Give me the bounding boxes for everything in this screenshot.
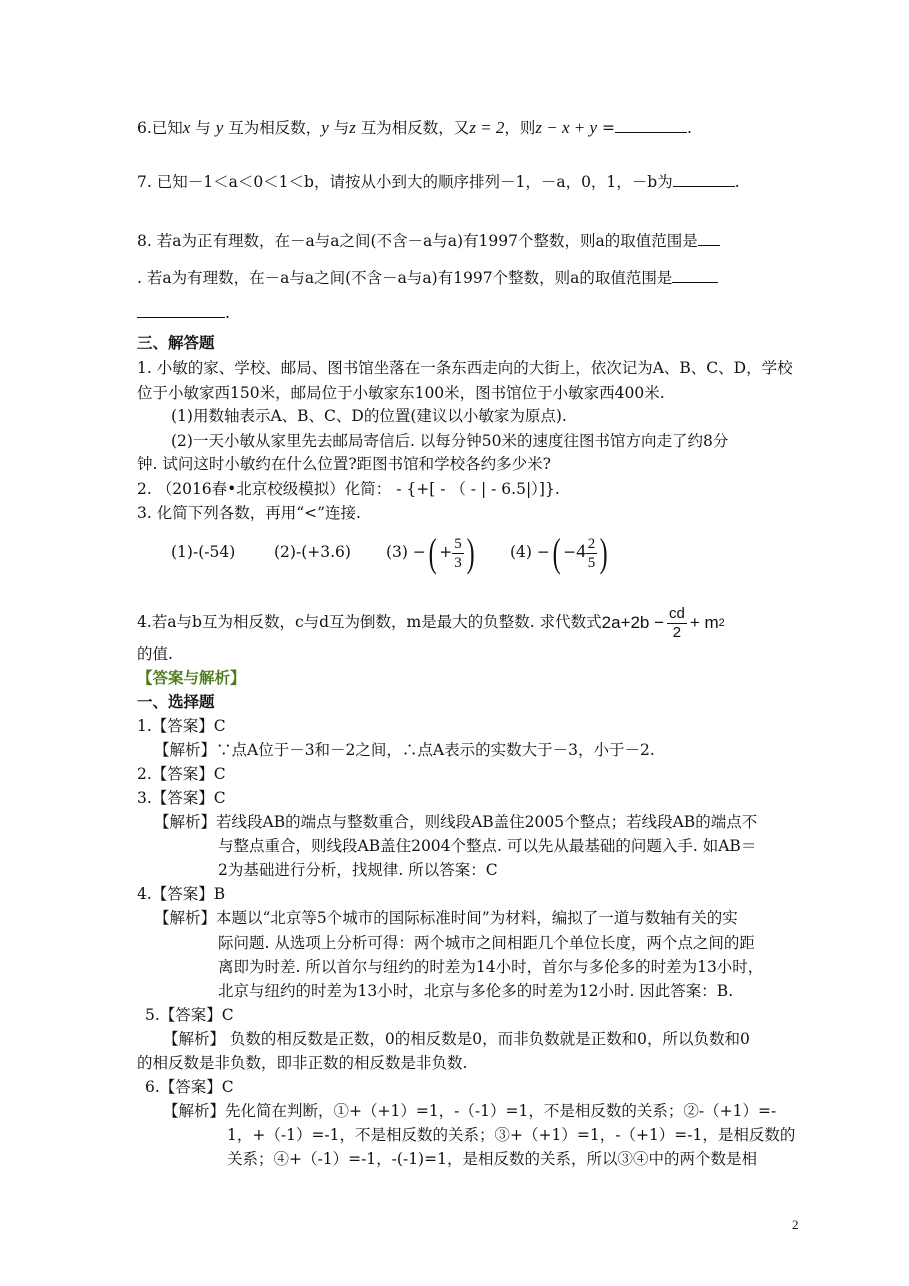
q6-z-equation: z = 2 bbox=[469, 118, 505, 137]
plus-sign: + bbox=[439, 543, 453, 561]
right-paren-3: ) bbox=[466, 530, 475, 575]
q7-end: . bbox=[734, 173, 740, 191]
s3-q1-line-1: 1. 小敏的家、学校、邮局、图书馆坐落在一条东西走向的大街上，依次记为A、B、C、D，学校 bbox=[137, 359, 793, 377]
explanation-6-line-2: 1，+（-1）=-1，不是相反数的关系；③+（+1）=1，-（+1）=-1，是相反数的 bbox=[227, 1126, 796, 1144]
explanation-4-line-2: 际问题. 从选项上分析可得：两个城市之间相距几个单位长度，两个点之间的距 bbox=[218, 934, 755, 952]
fraction-2-5 bbox=[586, 535, 598, 572]
explanation-5-line-1: 【解析】 负数的相反数是正数，0的相反数是0，而非负数就是正数和0，所以负数和0 bbox=[163, 1030, 750, 1048]
left-paren-4: ( bbox=[552, 530, 561, 575]
expr-part-a: 2a+2b − bbox=[601, 613, 665, 632]
q6-answer-blank[interactable] bbox=[615, 118, 687, 133]
s3-q4-line-2: 的值. bbox=[137, 645, 173, 663]
fill-question-8-line-1 bbox=[137, 230, 720, 252]
explanation-4-line-4: 北京与纽约的时差为13小时，北京与多伦多的时差为12小时. 因此答案：B. bbox=[218, 982, 734, 1000]
explanation-4-line-3: 离即为时差. 所以首尔与纽约的时差为14小时，首尔与多伦多的时差为13小时， bbox=[218, 958, 764, 976]
frac-4-den: 5 bbox=[587, 554, 596, 571]
q6-text-4: 与 bbox=[333, 119, 350, 137]
q6-var-z: z bbox=[349, 118, 356, 137]
mixed-integer: 4 bbox=[576, 541, 586, 562]
q8-line-2: . 若a为有理数，在－a与a之间(不含－a与a)有1997个整数，则a的取值范围是 bbox=[137, 269, 673, 287]
explanation-5-line-2: 的相反数是非负数，即非正数的相反数是非负数. bbox=[137, 1054, 468, 1072]
answer-2: 2.【答案】C bbox=[137, 765, 226, 783]
q6-var-x: x bbox=[182, 118, 191, 137]
s3-q3-item-1: (1)-(-54) bbox=[171, 543, 236, 561]
frac-cd-den: 2 bbox=[672, 623, 682, 641]
section-1-heading: 一、选择题 bbox=[137, 692, 215, 711]
fraction-cd-2 bbox=[667, 605, 687, 642]
frac-3-den: 3 bbox=[454, 554, 462, 571]
right-paren-4: ) bbox=[599, 530, 608, 575]
inner-minus: − bbox=[563, 543, 577, 561]
s3-q3: 3. 化简下列各数，再用“<”连接. bbox=[137, 504, 361, 522]
q6-text-6: ，则 bbox=[504, 119, 536, 137]
q7-text: 7. 已知－1＜a＜0＜1＜b，请按从小到大的顺序排列－1，－a，0，1，－b为 bbox=[137, 173, 673, 191]
explanation-6-line-1: 【解析】先化简在判断，①+（+1）=1，-（-1）=1，不是相反数的关系；②-（+1）=- bbox=[163, 1102, 777, 1120]
q8-answer-blank-1[interactable] bbox=[698, 231, 720, 246]
fraction-5-3 bbox=[452, 535, 464, 572]
explanation-3-line-1: 【解析】若线段AB的端点与整数重合，则线段AB盖住2005个整点；若线段AB的端点不 bbox=[154, 813, 758, 831]
expr-part-b: + m bbox=[689, 613, 719, 632]
q6-text-7: = bbox=[602, 119, 616, 137]
algebraic-expression bbox=[602, 601, 725, 645]
explanation-4-line-1: 【解析】本题以“北京等5个城市的国际标准时间”为材料，编拟了一道与数轴有关的实 bbox=[154, 909, 738, 927]
q7-answer-blank[interactable] bbox=[673, 172, 735, 187]
expr-exponent: 2 bbox=[718, 617, 725, 629]
q6-end: . bbox=[687, 119, 692, 137]
fill-question-7 bbox=[137, 171, 740, 193]
s3-q3-item-3 bbox=[386, 530, 477, 574]
frac-cd-num: cd bbox=[669, 604, 685, 622]
q8-answer-blank-3[interactable] bbox=[137, 303, 225, 318]
s3-q3-item-4 bbox=[510, 530, 611, 574]
answer-6: 6.【答案】C bbox=[145, 1078, 234, 1096]
q8-answer-blank-2[interactable] bbox=[672, 268, 718, 283]
answer-1: 1.【答案】C bbox=[137, 717, 226, 735]
s3-q3-item-2: (2)-(+3.6) bbox=[274, 543, 351, 561]
q6-text-5: 互为相反数，又 bbox=[360, 119, 470, 137]
q6-text-1: 6.已知 bbox=[137, 119, 183, 137]
fill-question-8-line-3 bbox=[137, 302, 230, 324]
q6-text-2: 与 bbox=[195, 119, 211, 137]
section-3-heading: 三、解答题 bbox=[137, 333, 215, 352]
q8-line-1: 8. 若a为正有理数，在－a与a之间(不含－a与a)有1997个整数，则a的取值范围是 bbox=[137, 232, 698, 250]
s3-q1-line-3: (1)用数轴表示A、B、C、D的位置(建议以小敏家为原点). bbox=[171, 407, 567, 425]
explanation-6-line-3: 关系；④+（-1）=-1，-(-1)=1，是相反数的关系，所以③④中的两个数是相 bbox=[227, 1150, 757, 1168]
minus-sign-3: − bbox=[407, 543, 426, 561]
fill-question-8-line-2 bbox=[137, 267, 718, 289]
s3-q2: 2. （2016春•北京校级模拟）化简： - {+[ - （ - | - 6.5|）]}. bbox=[137, 480, 560, 498]
s3-q1-line-2: 位于小敏家西150米，邮局位于小敏家东100米，图书馆位于小敏家西400米. bbox=[137, 384, 665, 402]
q6-var-y2: y bbox=[321, 118, 329, 137]
q8-end: . bbox=[225, 304, 230, 322]
q6-text-3: 互为相反数， bbox=[228, 119, 322, 137]
s3-q3-item-4-label: (4) bbox=[510, 543, 532, 561]
s3-q3-item-3-label: (3) bbox=[386, 543, 408, 561]
frac-4-num: 2 bbox=[587, 535, 596, 552]
explanation-3-line-2: 与整点重合，则线段AB盖住2004个整点. 可以先从最基础的问题入手. 如AB＝ bbox=[218, 837, 757, 855]
left-paren-3: ( bbox=[428, 530, 437, 575]
answer-3: 3.【答案】C bbox=[137, 789, 226, 807]
minus-sign-4: − bbox=[531, 543, 550, 561]
frac-3-num: 5 bbox=[454, 535, 462, 552]
s3-q4 bbox=[137, 600, 725, 645]
page-number: 2 bbox=[792, 1217, 799, 1232]
s3-q1-line-4: (2)一天小敏从家里先去邮局寄信后. 以每分钟50米的速度往图书馆方向走了约8分 bbox=[171, 432, 729, 450]
explanation-1: 【解析】∵点A位于－3和－2之间，∴点A表示的实数大于－3，小于－2. bbox=[154, 741, 655, 759]
q6-var-y: y bbox=[215, 118, 224, 137]
answer-5: 5.【答案】C bbox=[145, 1006, 234, 1024]
answers-heading: 【答案与解析】 bbox=[137, 668, 246, 687]
q6-expression: z − x + y bbox=[535, 118, 598, 137]
fill-question-6 bbox=[137, 117, 692, 139]
answer-4: 4.【答案】B bbox=[137, 885, 226, 903]
s3-q4-text: 4.若a与b互为相反数，c与d互为倒数，m是最大的负整数. 求代数式 bbox=[137, 613, 602, 631]
s3-q1-line-5: 钟. 试问这时小敏约在什么位置?距图书馆和学校各约多少米? bbox=[137, 455, 551, 473]
explanation-3-line-3: 2为基础进行分析，找规律. 所以答案：C bbox=[218, 861, 498, 879]
